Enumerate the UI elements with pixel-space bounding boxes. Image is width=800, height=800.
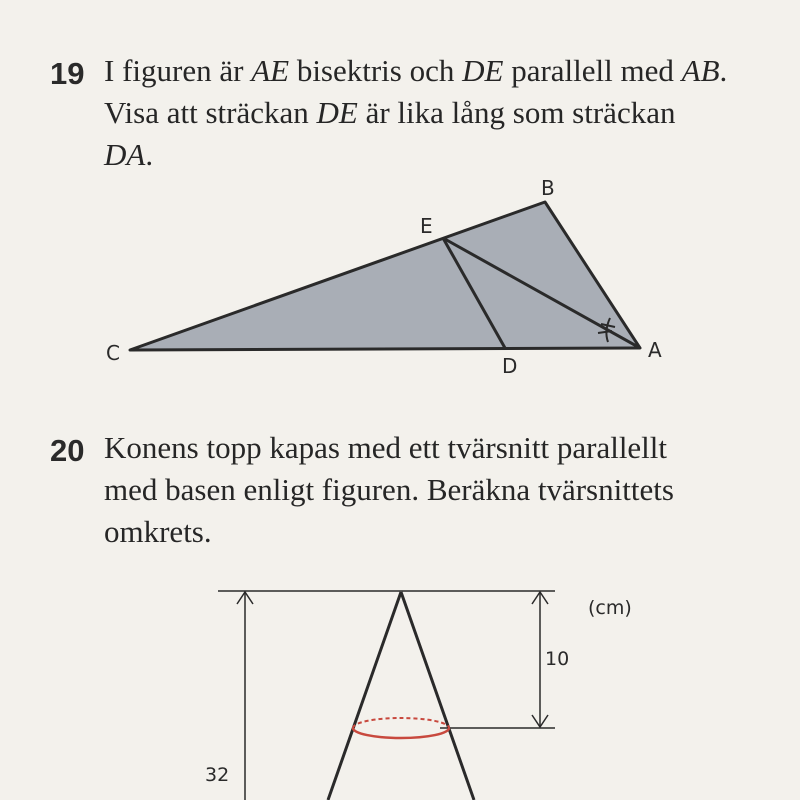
text-line-1: Konens topp kapas med ett tvärsnitt parallellt (104, 430, 668, 465)
cross-section-front (353, 728, 449, 738)
cross-section-back (353, 718, 449, 728)
problem-number: 19 (50, 56, 85, 91)
cone-side-right (401, 592, 474, 800)
text-fragment: . (145, 137, 154, 172)
label-a: A (648, 338, 662, 362)
segment-da: DA (104, 137, 146, 172)
problem-number: 20 (50, 433, 85, 468)
text-fragment: är lika lång som sträckan (357, 95, 676, 130)
label-c: C (106, 341, 120, 365)
label-b: B (541, 176, 555, 200)
text-fragment: Visa att sträckan (104, 95, 317, 130)
text-line-3: omkrets. (104, 514, 212, 549)
text-fragment: I figuren är (104, 53, 252, 88)
label-e: E (420, 214, 433, 238)
top-height-label: 10 (545, 648, 570, 670)
unit-label: (cm) (588, 597, 632, 619)
text-fragment: parallell med (503, 53, 682, 88)
text-line-2: med basen enligt figuren. Beräkna tvärsnittets (104, 472, 674, 507)
segment-de: DE (316, 95, 358, 130)
segment-ae: AE (251, 53, 290, 88)
segment-ab: AB (681, 53, 720, 88)
text-fragment: bisektris och (289, 53, 463, 88)
total-height-label: 32 (205, 764, 230, 786)
label-d: D (502, 354, 518, 378)
cone-side-left (328, 592, 401, 800)
segment-de: DE (462, 53, 504, 88)
text-fragment: . (719, 53, 728, 88)
